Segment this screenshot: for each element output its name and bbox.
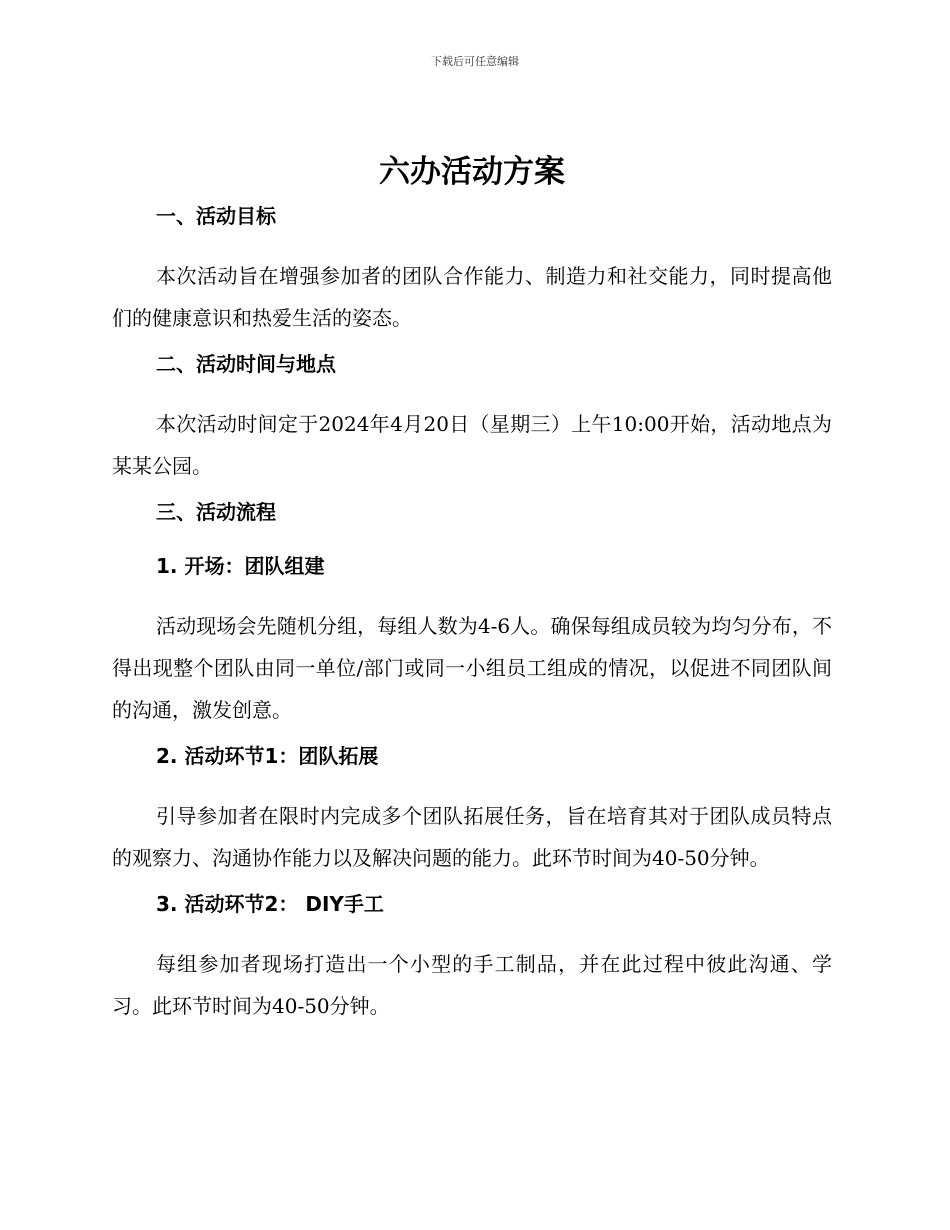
step-paragraph-diy: 每组参加者现场打造出一个小型的手工制品，并在此过程中彼此沟通、学习。此环节时间为40-50分钟。 <box>112 952 832 1018</box>
page-header-note: 下载后可任意编辑 <box>431 55 519 68</box>
section-heading-process: 三、活动流程 <box>156 500 276 524</box>
section-heading-goals: 一、活动目标 <box>156 204 276 228</box>
document-title: 六办活动方案 <box>379 154 565 190</box>
step-heading-opening: 1. 开场：团队组建 <box>156 554 325 578</box>
section-heading-time-place: 二、活动时间与地点 <box>156 352 336 376</box>
document-body <box>112 148 832 1037</box>
step-heading-diy: 3. 活动环节2： DIY手工 <box>156 892 384 916</box>
section-paragraph-time-place: 本次活动时间定于2024年4月20日（星期三）上午10:00开始，活动地点为某某公园。 <box>112 412 832 478</box>
step-paragraph-team-expansion: 引导参加者在限时内完成多个团队拓展任务，旨在培育其对于团队成员特点的观察力、沟通协作能力以及解决问题的能力。此环节时间为40-50分钟。 <box>112 804 832 870</box>
step-paragraph-opening: 活动现场会先随机分组，每组人数为4-6人。确保每组成员较为均匀分布，不得出现整个团队由同一单位/部门或同一小组员工组成的情况，以促进不同团队间的沟通，激发创意。 <box>112 614 832 722</box>
step-heading-team-expansion: 2. 活动环节1：团队拓展 <box>156 744 379 768</box>
section-paragraph-goals: 本次活动旨在增强参加者的团队合作能力、制造力和社交能力，同时提高他们的健康意识和热爱生活的姿态。 <box>112 264 832 330</box>
